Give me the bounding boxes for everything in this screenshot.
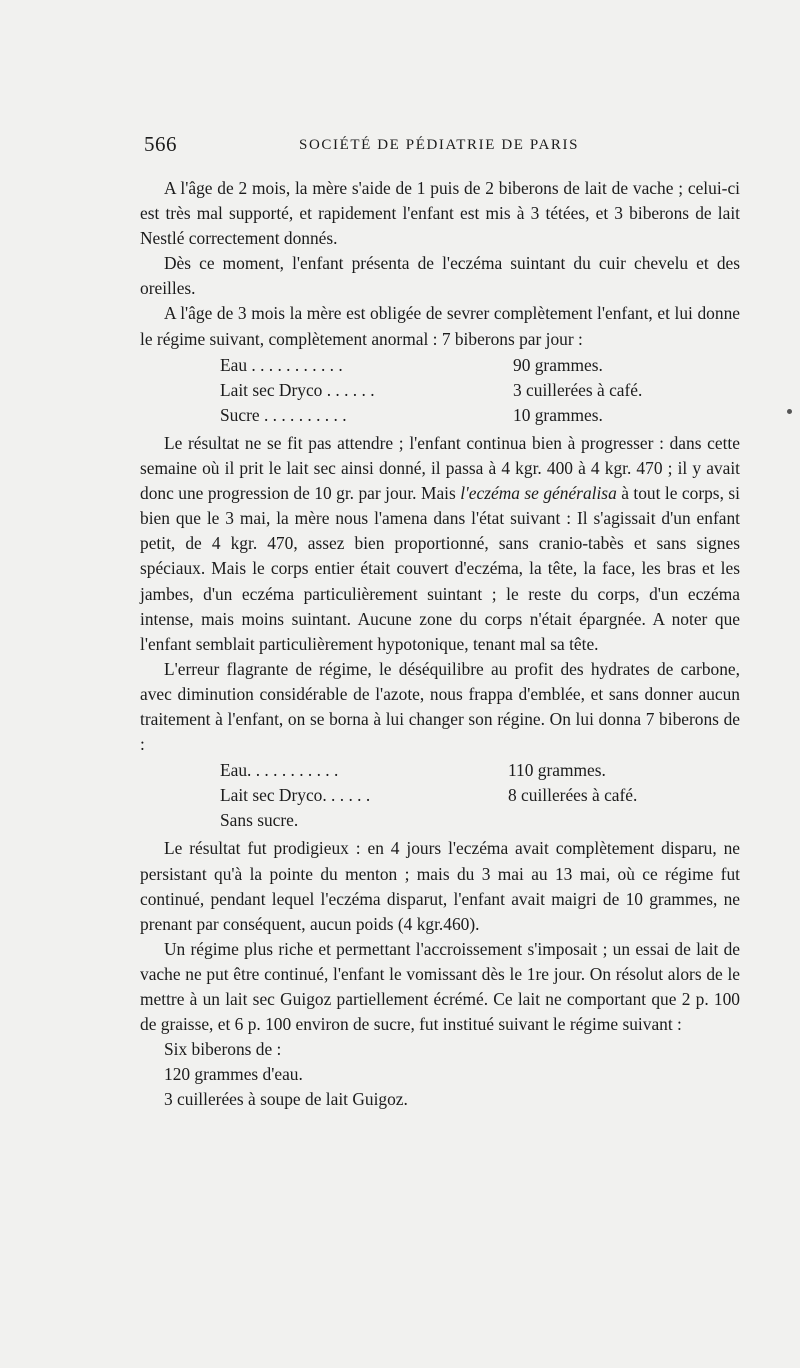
diet-table-1	[140, 353, 740, 428]
diet-table-2	[140, 758, 740, 833]
running-title: SOCIÉTÉ DE PÉDIATRIE DE PARIS	[299, 137, 580, 153]
body-text	[140, 176, 740, 1112]
list-item: 120 grammes d'eau.	[164, 1064, 303, 1085]
ink-speck	[787, 409, 792, 414]
paragraph: A l'âge de 3 mois la mère est obligée de sevrer complètement l'enfant, et lui donne le régime suivant, complètement anormal : 7 biberons par jour :	[140, 303, 740, 349]
list-item: Six biberons de :	[164, 1039, 282, 1060]
diet-row	[140, 378, 740, 403]
diet-list-3	[140, 1037, 740, 1112]
diet-item: Sans sucre.	[220, 810, 299, 831]
diet-quantity: 110 grammes.	[508, 760, 606, 781]
diet-item: Sucre . . . . . . . . . .	[220, 404, 347, 425]
diet-quantity: 10 grammes.	[513, 404, 603, 425]
emphasis: l'eczéma se généralisa	[460, 483, 617, 504]
diet-row	[140, 353, 740, 378]
diet-item: Eau. . . . . . . . . . .	[220, 760, 339, 781]
paragraph: A l'âge de 2 mois, la mère s'aide de 1 puis de 2 biberons de lait de vache ; celui-ci est très mal supporté, et rapidement l'enfant est mis à 3 tétées, et 3 biberons de lait Nestlé correctement donnés.	[140, 178, 740, 249]
diet-row	[140, 758, 740, 783]
diet-item: Lait sec Dryco. . . . . .	[220, 785, 371, 806]
paragraph	[140, 431, 740, 657]
diet-quantity: 90 grammes.	[513, 354, 603, 375]
diet-row	[140, 403, 740, 428]
page-number: 566	[144, 132, 177, 156]
diet-row	[140, 808, 740, 833]
diet-item: Lait sec Dryco . . . . . .	[220, 379, 375, 400]
paragraph: Un régime plus riche et permettant l'accroissement s'imposait ; un essai de lait de vache ne put être continué, l'enfant le vomissant dès le 1re jour. On résolut alors de le mettre à un lait sec Guigoz partiellement écrémé. Ce lait ne comportant que 2 p. 100 de graisse, et 6 p. 100 environ de sucre, fut institué suivant le régime suivant :	[140, 938, 740, 1035]
text-run: Le résultat ne se fit pas attendre ; l'enfant continua bien à progresser : dans cette semaine où il prit le lait sec ainsi donné, il passa à 4 kgr. 400 à 4 kgr. 470 ; il y avait donc une progression de 10 gr. par jour. Mais	[140, 432, 740, 504]
list-item: 3 cuillerées à soupe de lait Guigoz.	[164, 1089, 408, 1110]
diet-item: Eau . . . . . . . . . . .	[220, 354, 343, 375]
paragraph: Dès ce moment, l'enfant présenta de l'eczéma suintant du cuir chevelu et des oreilles.	[140, 253, 740, 299]
page-header	[144, 130, 740, 160]
text-run: à tout le corps, si bien que le 3 mai, la mère nous l'amena dans l'état suivant : Il s'agissait d'un enfant petit, de 4 kgr. 470, assez bien proportionné, sans cranio-tabès et sans signes spéciaux. Mais le corps entier était couvert d'eczéma, la tête, la face, les bras et les jambes, d'un eczéma particulièrement suintant ; le reste du corps, d'un eczéma intense, mais moins suintant. Aucune zone du corps n'était épargnée. A noter que l'enfant semblait particulièrement hypotonique, tenant mal sa tête.	[140, 483, 740, 654]
paragraph: Le résultat fut prodigieux : en 4 jours l'eczéma avait complètement disparu, ne persistant qu'à la pointe du menton ; mais du 3 mai au 13 mai, où ce régime fut continué, pendant lequel l'eczéma disparut, l'enfant avait maigri de 10 grammes, ne prenant par conséquent, aucun poids (4 kgr.460).	[140, 838, 740, 934]
paragraph: L'erreur flagrante de régime, le déséquilibre au profit des hydrates de carbone, avec diminution considérable de l'azote, nous frappa d'emblée, et sans donner aucun traitement à l'enfant, on se borna à lui changer son régine. On lui donna 7 biberons de :	[140, 658, 740, 755]
diet-quantity: 3 cuillerées à café.	[513, 379, 643, 400]
diet-quantity: 8 cuillerées à café.	[508, 785, 638, 806]
diet-row	[140, 783, 740, 808]
